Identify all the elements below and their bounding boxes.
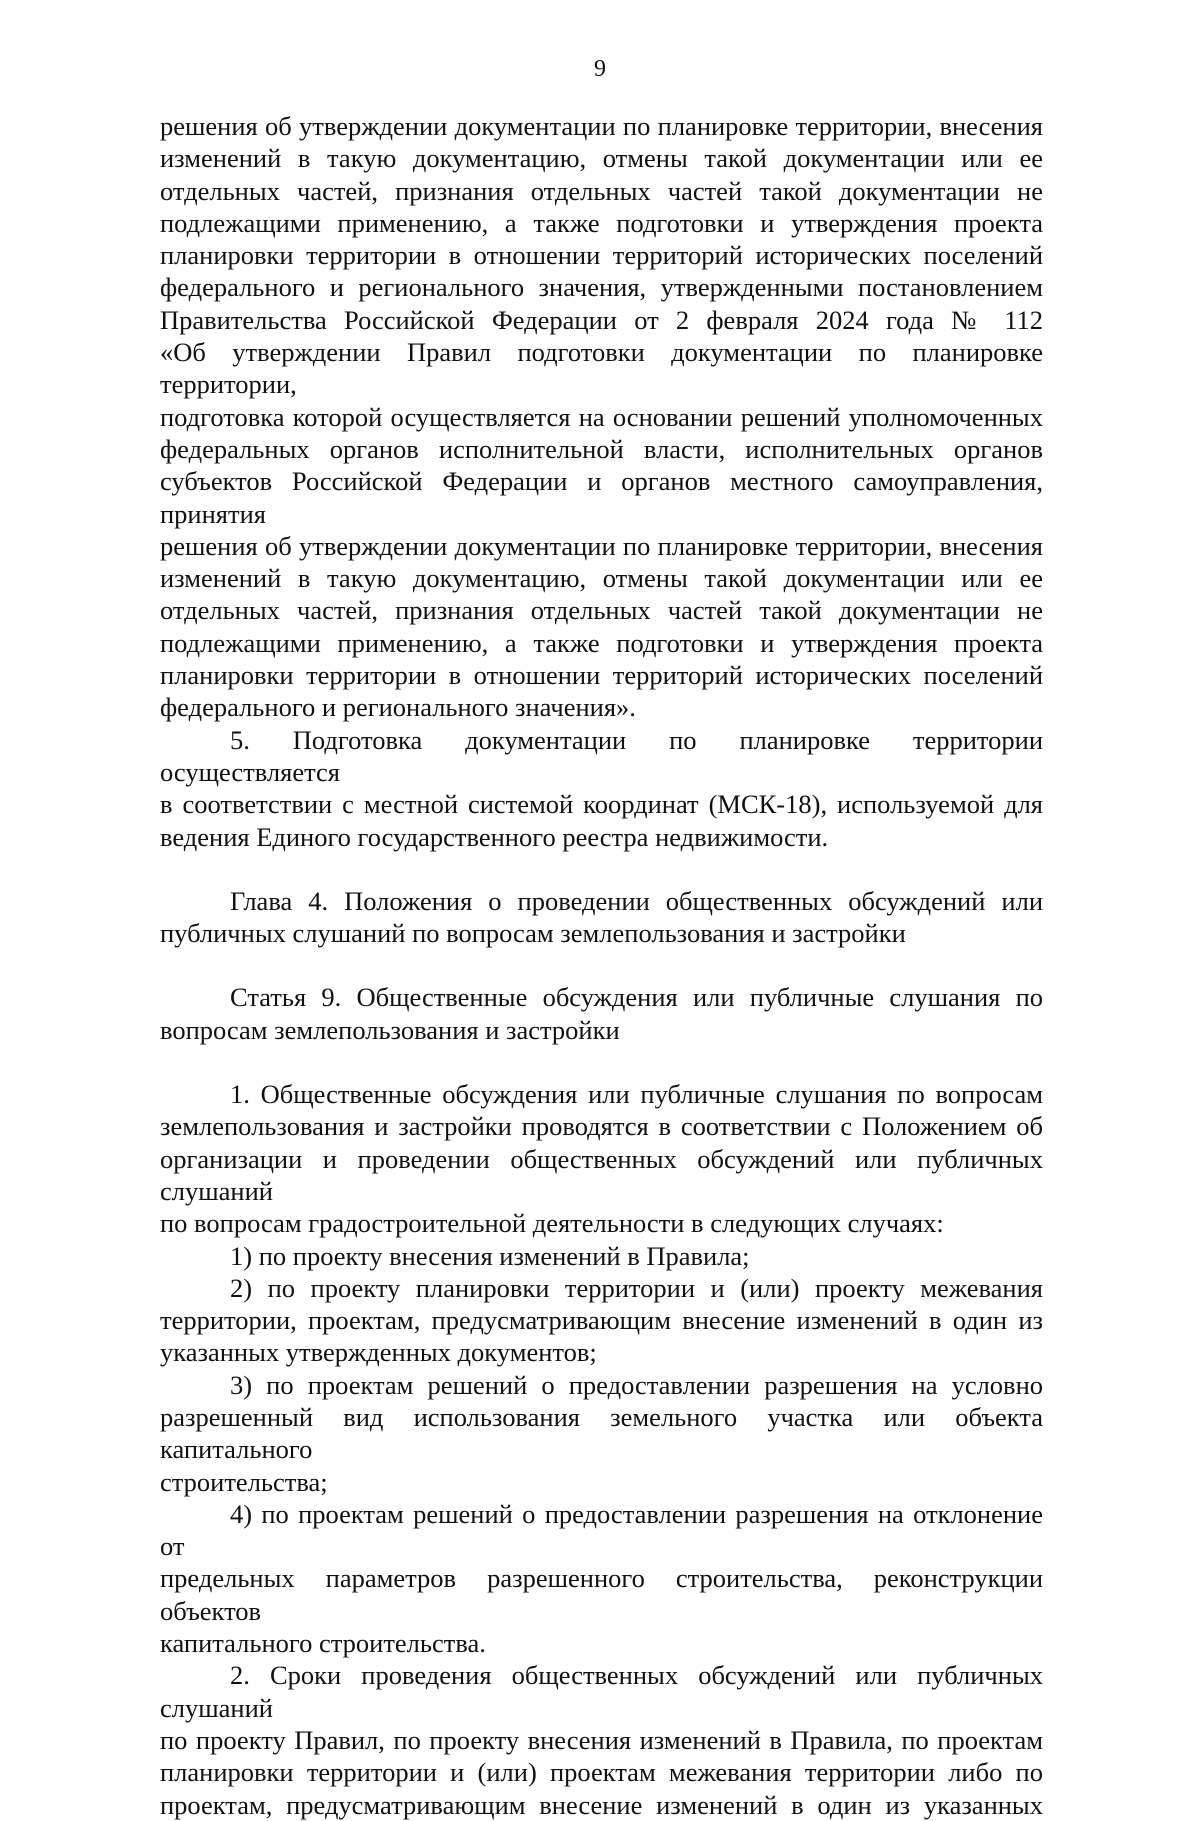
text-line: изменений в такую документацию, отмены такой документации или ее <box>160 143 1043 174</box>
chapter-heading: публичных слушаний по вопросам землепользования и застройки <box>160 918 906 949</box>
text-line: планировки территории в отношении территорий исторических поселений <box>160 660 1043 691</box>
text-line: планировки территории в отношении территорий исторических поселений <box>160 240 1043 271</box>
text-line: по вопросам градостроительной деятельности в следующих случаях: <box>160 1208 944 1239</box>
text-line: субъектов Российской Федерации и органов местного самоуправления, принятия <box>160 466 1043 529</box>
text-line: 5. Подготовка документации по планировке территории осуществляется <box>160 724 1043 787</box>
text-line: «Об утверждении Правил подготовки документации по планировке территории, <box>160 337 1043 400</box>
text-line: федерального и регионального значения». <box>160 692 636 723</box>
text-line: разрешенный вид использования земельного участка или объекта капитального <box>160 1401 1043 1465</box>
text-line: Правительства Российской Федерации от 2 февраля 2024 года № 112 <box>160 304 1043 335</box>
text-line: проектам, предусматривающим внесение изменений в один из указанных <box>160 1789 1043 1820</box>
text-line: изменений в такую документацию, отмены такой документации или ее <box>160 563 1043 594</box>
document-body <box>160 110 1043 1821</box>
text-line: 2. Сроки проведения общественных обсуждений или публичных слушаний <box>160 1660 1043 1723</box>
list-item: 2) по проекту планировки территории и (или) проекту межевания <box>230 1272 1043 1303</box>
text-line: федерального и регионального значения, утвержденными постановлением <box>160 272 1043 303</box>
text-line: решения об утверждении документации по планировке территории, внесения <box>160 530 1043 561</box>
list-item: 3) по проектам решений о предоставлении разрешения на условно <box>230 1369 1043 1400</box>
text-line: отдельных частей, признания отдельных частей такой документации не <box>160 175 1043 206</box>
text-line: капитального строительства. <box>160 1628 486 1659</box>
text-line: ведения Единого государственного реестра недвижимости. <box>160 821 829 852</box>
list-item: 4) по проектам решений о предоставлении разрешения на отклонение от <box>160 1498 1043 1562</box>
list-item: 1) по проекту внесения изменений в Правила; <box>230 1240 750 1271</box>
text-line: организации и проведении общественных обсуждений или публичных слушаний <box>160 1143 1043 1206</box>
text-line: отдельных частей, признания отдельных частей такой документации не <box>160 595 1043 626</box>
text-line: территории, проектам, предусматривающим внесение изменений в один из <box>160 1305 1043 1336</box>
text-line: предельных параметров разрешенного строительства, реконструкции объектов <box>160 1563 1043 1626</box>
page-number: 9 <box>594 56 606 82</box>
chapter-heading: Глава 4. Положения о проведении общественных обсуждений или <box>230 885 1043 916</box>
text-line: землепользования и застройки проводятся в соответствии с Положением об <box>160 1111 1043 1142</box>
text-line: решения об утверждении документации по планировке территории, внесения <box>160 111 1043 141</box>
text-line: строительства; <box>160 1466 328 1497</box>
text-line: по проекту Правил, по проекту внесения изменений в Правила, по проектам <box>160 1724 1043 1755</box>
text-line: федеральных органов исполнительной власти, исполнительных органов <box>160 433 1043 464</box>
text-line: 1. Общественные обсуждения или публичные слушания по вопросам <box>230 1079 1043 1110</box>
text-line: подлежащими применению, а также подготовки и утверждения проекта <box>160 207 1043 238</box>
text-line: в соответствии с местной системой координат (МСК-18), используемой для <box>160 789 1043 820</box>
text-line: указанных утвержденных документов; <box>160 1337 597 1368</box>
article-heading: Статья 9. Общественные обсуждения или публичные слушания по <box>230 982 1043 1013</box>
text-line: подлежащими применению, а также подготовки и утверждения проекта <box>160 627 1043 658</box>
text-line: подготовка которой осуществляется на основании решений уполномоченных <box>160 401 1043 432</box>
article-heading: вопросам землепользования и застройки <box>160 1014 620 1045</box>
text-line: планировки территории и (или) проектам межевания территории либо по <box>160 1757 1043 1788</box>
